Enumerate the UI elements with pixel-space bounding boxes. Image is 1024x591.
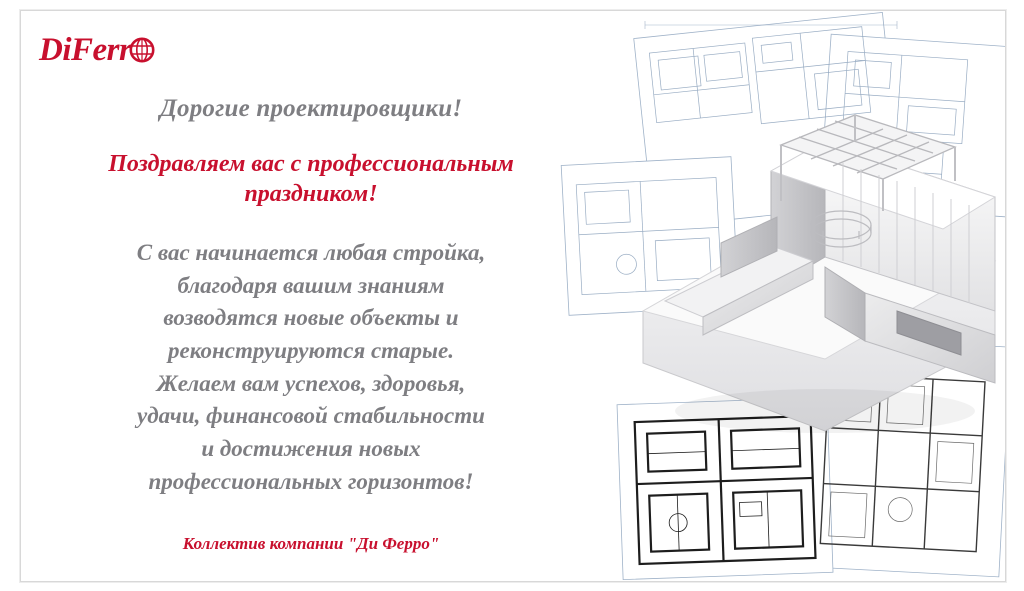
logo-wordmark: DiFerr xyxy=(39,31,132,68)
greeting-line: Дорогие проектировщики! xyxy=(159,95,463,122)
message-body-line: благодаря вашим знаниям xyxy=(177,272,445,298)
greeting-card xyxy=(20,10,1006,582)
message-body-line: С вас начинается любая стройка, xyxy=(136,240,486,265)
company-logo xyxy=(39,29,155,71)
message-body-line: удачи, финансовой стабильности xyxy=(137,403,485,429)
sphere-logo-icon xyxy=(129,37,155,63)
message-body xyxy=(61,237,561,498)
message-body-line: и достижения новых xyxy=(201,435,421,461)
message-body-line: Желаем вам успехов, здоровья, xyxy=(156,370,466,396)
message-body-line: возводятся новые объекты и xyxy=(163,305,459,331)
signature-line: Коллектив компании "Ди Ферро" xyxy=(182,534,440,554)
message-body-line: профессиональных горизонтов! xyxy=(148,468,474,494)
message-body-line: реконструируются старые. xyxy=(168,337,454,363)
congratulation-line: Поздравляем вас с профессиональным праздником! xyxy=(108,151,514,207)
architectural-illustration xyxy=(525,11,1005,581)
greeting-message xyxy=(61,83,561,554)
